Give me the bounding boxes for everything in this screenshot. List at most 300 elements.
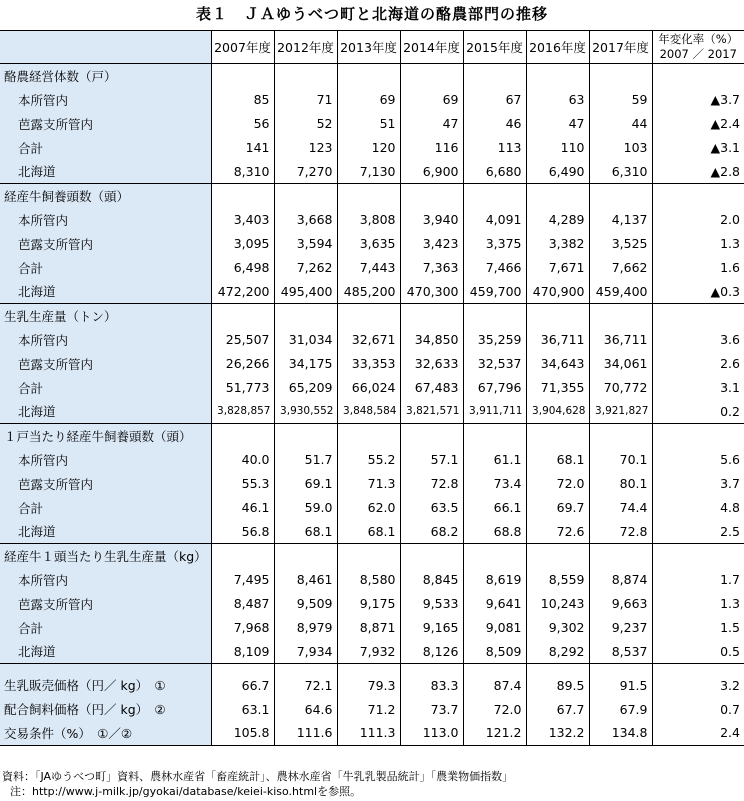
rate-cell: 2.0 bbox=[652, 208, 744, 232]
value-cell: 8,487 bbox=[211, 592, 274, 616]
value-cell: 79.3 bbox=[337, 673, 400, 697]
spacer-cell bbox=[652, 664, 744, 674]
value-cell: 9,237 bbox=[589, 616, 652, 640]
rate-header-line2: 2007 ／ 2017 bbox=[659, 47, 737, 61]
section-header-row bbox=[0, 544, 744, 568]
empty-cell bbox=[274, 184, 337, 208]
value-cell: 3,403 bbox=[211, 208, 274, 232]
rate-cell: 2.5 bbox=[652, 520, 744, 544]
row-label: 北海道 bbox=[0, 280, 211, 304]
empty-cell bbox=[337, 544, 400, 568]
rate-cell: 1.6 bbox=[652, 256, 744, 280]
empty-cell bbox=[463, 64, 526, 88]
rate-cell: ▲0.3 bbox=[652, 280, 744, 304]
value-cell: 59 bbox=[589, 88, 652, 112]
value-cell: 72.0 bbox=[526, 472, 589, 496]
empty-cell bbox=[589, 304, 652, 328]
row-label: 芭露支所管内 bbox=[0, 352, 211, 376]
value-cell: 34,643 bbox=[526, 352, 589, 376]
spacer-cell bbox=[337, 664, 400, 674]
value-cell: 71.3 bbox=[337, 472, 400, 496]
value-cell: 3,808 bbox=[337, 208, 400, 232]
empty-cell bbox=[211, 184, 274, 208]
value-cell: 66.7 bbox=[211, 673, 274, 697]
table-row bbox=[0, 160, 744, 184]
row-label: 芭露支所管内 bbox=[0, 472, 211, 496]
year-header: 2016年度 bbox=[526, 31, 589, 64]
value-cell: 66,024 bbox=[337, 376, 400, 400]
value-cell: 8,509 bbox=[463, 640, 526, 664]
empty-cell bbox=[652, 64, 744, 88]
rate-header-line1: 年変化率（%） bbox=[658, 32, 739, 46]
value-cell: 3,930,552 bbox=[274, 400, 337, 424]
value-cell: 121.2 bbox=[463, 721, 526, 745]
value-cell: 123 bbox=[274, 136, 337, 160]
value-cell: 4,091 bbox=[463, 208, 526, 232]
value-cell: 7,466 bbox=[463, 256, 526, 280]
empty-cell bbox=[274, 64, 337, 88]
value-cell: 51.7 bbox=[274, 448, 337, 472]
value-cell: 61.1 bbox=[463, 448, 526, 472]
table-row bbox=[0, 328, 744, 352]
row-label: 本所管内 bbox=[0, 208, 211, 232]
row-label: 合計 bbox=[0, 136, 211, 160]
row-label: 合計 bbox=[0, 256, 211, 280]
rate-cell: 3.7 bbox=[652, 472, 744, 496]
value-cell: 52 bbox=[274, 112, 337, 136]
value-cell: 7,932 bbox=[337, 640, 400, 664]
rate-cell: ▲3.7 bbox=[652, 88, 744, 112]
value-cell: 111.3 bbox=[337, 721, 400, 745]
value-cell: 4,289 bbox=[526, 208, 589, 232]
value-cell: 3,921,827 bbox=[589, 400, 652, 424]
row-label: 生乳販売価格（円／ kg） ① bbox=[0, 673, 211, 697]
value-cell: 69.1 bbox=[274, 472, 337, 496]
rate-cell: 1.3 bbox=[652, 592, 744, 616]
value-cell: 40.0 bbox=[211, 448, 274, 472]
value-cell: 7,443 bbox=[337, 256, 400, 280]
value-cell: 3,828,857 bbox=[211, 400, 274, 424]
value-cell: 57.1 bbox=[400, 448, 463, 472]
empty-cell bbox=[652, 424, 744, 448]
table-row bbox=[0, 496, 744, 520]
value-cell: 44 bbox=[589, 112, 652, 136]
table-row bbox=[0, 568, 744, 592]
value-cell: 459,700 bbox=[463, 280, 526, 304]
rate-cell: 3.6 bbox=[652, 328, 744, 352]
value-cell: 59.0 bbox=[274, 496, 337, 520]
empty-cell bbox=[211, 424, 274, 448]
value-cell: 63.1 bbox=[211, 697, 274, 721]
value-cell: 32,633 bbox=[400, 352, 463, 376]
value-cell: 8,845 bbox=[400, 568, 463, 592]
row-label: 合計 bbox=[0, 496, 211, 520]
value-cell: 8,292 bbox=[526, 640, 589, 664]
url-note: 注：http://www.j-milk.jp/gyokai/database/keiei-kiso.htmlを参照。 bbox=[10, 785, 362, 798]
row-label: 北海道 bbox=[0, 160, 211, 184]
value-cell: 6,498 bbox=[211, 256, 274, 280]
rate-cell: 4.8 bbox=[652, 496, 744, 520]
spacer-row bbox=[0, 664, 744, 674]
section-header-row bbox=[0, 184, 744, 208]
rate-cell: ▲2.8 bbox=[652, 160, 744, 184]
value-cell: 67,796 bbox=[463, 376, 526, 400]
rate-cell: 1.3 bbox=[652, 232, 744, 256]
value-cell: 3,668 bbox=[274, 208, 337, 232]
value-cell: 472,200 bbox=[211, 280, 274, 304]
value-cell: 110 bbox=[526, 136, 589, 160]
value-cell: 71 bbox=[274, 88, 337, 112]
table-row bbox=[0, 376, 744, 400]
value-cell: 6,310 bbox=[589, 160, 652, 184]
value-cell: 80.1 bbox=[589, 472, 652, 496]
value-cell: 70.1 bbox=[589, 448, 652, 472]
table-row bbox=[0, 592, 744, 616]
value-cell: 32,671 bbox=[337, 328, 400, 352]
value-cell: 113.0 bbox=[400, 721, 463, 745]
row-label: 芭露支所管内 bbox=[0, 592, 211, 616]
row-label: 北海道 bbox=[0, 400, 211, 424]
value-cell: 116 bbox=[400, 136, 463, 160]
value-cell: 87.4 bbox=[463, 673, 526, 697]
value-cell: 3,940 bbox=[400, 208, 463, 232]
value-cell: 72.8 bbox=[589, 520, 652, 544]
value-cell: 72.0 bbox=[463, 697, 526, 721]
value-cell: 26,266 bbox=[211, 352, 274, 376]
value-cell: 72.6 bbox=[526, 520, 589, 544]
rate-cell: ▲2.4 bbox=[652, 112, 744, 136]
value-cell: 7,495 bbox=[211, 568, 274, 592]
table-row bbox=[0, 88, 744, 112]
value-cell: 66.1 bbox=[463, 496, 526, 520]
value-cell: 3,904,628 bbox=[526, 400, 589, 424]
table-row bbox=[0, 352, 744, 376]
value-cell: 3,095 bbox=[211, 232, 274, 256]
value-cell: 65,209 bbox=[274, 376, 337, 400]
value-cell: 72.8 bbox=[400, 472, 463, 496]
spacer-cell bbox=[211, 664, 274, 674]
value-cell: 9,165 bbox=[400, 616, 463, 640]
table-row bbox=[0, 232, 744, 256]
source-note: 資料：「JAゆうべつ町」資料、農林水産省「畜産統計」、農林水産省「牛乳乳製品統計」「農業物価指数」 bbox=[2, 770, 514, 783]
value-cell: 10,243 bbox=[526, 592, 589, 616]
value-cell: 3,821,571 bbox=[400, 400, 463, 424]
value-cell: 47 bbox=[400, 112, 463, 136]
spacer-cell bbox=[589, 664, 652, 674]
value-cell: 73.4 bbox=[463, 472, 526, 496]
value-cell: 74.4 bbox=[589, 496, 652, 520]
value-cell: 36,711 bbox=[589, 328, 652, 352]
value-cell: 495,400 bbox=[274, 280, 337, 304]
empty-cell bbox=[337, 424, 400, 448]
value-cell: 69 bbox=[400, 88, 463, 112]
value-cell: 3,375 bbox=[463, 232, 526, 256]
rate-cell: 1.5 bbox=[652, 616, 744, 640]
empty-cell bbox=[400, 424, 463, 448]
empty-cell bbox=[400, 184, 463, 208]
value-cell: 36,711 bbox=[526, 328, 589, 352]
empty-cell bbox=[589, 64, 652, 88]
value-cell: 7,662 bbox=[589, 256, 652, 280]
empty-cell bbox=[337, 64, 400, 88]
value-cell: 8,979 bbox=[274, 616, 337, 640]
spacer-cell bbox=[463, 664, 526, 674]
year-header: 2017年度 bbox=[589, 31, 652, 64]
table-row bbox=[0, 136, 744, 160]
table-row bbox=[0, 280, 744, 304]
value-cell: 55.3 bbox=[211, 472, 274, 496]
row-label: 本所管内 bbox=[0, 448, 211, 472]
empty-cell bbox=[400, 64, 463, 88]
value-cell: 7,671 bbox=[526, 256, 589, 280]
section-header-row bbox=[0, 304, 744, 328]
value-cell: 70,772 bbox=[589, 376, 652, 400]
empty-cell bbox=[463, 184, 526, 208]
empty-cell bbox=[589, 184, 652, 208]
value-cell: 47 bbox=[526, 112, 589, 136]
empty-cell bbox=[526, 64, 589, 88]
value-cell: 7,363 bbox=[400, 256, 463, 280]
price-row bbox=[0, 673, 744, 697]
year-header: 2012年度 bbox=[274, 31, 337, 64]
value-cell: 46 bbox=[463, 112, 526, 136]
value-cell: 67,483 bbox=[400, 376, 463, 400]
value-cell: 7,130 bbox=[337, 160, 400, 184]
section-label: 酪農経営体数（戸） bbox=[0, 64, 211, 88]
value-cell: 7,270 bbox=[274, 160, 337, 184]
row-label: 北海道 bbox=[0, 640, 211, 664]
table-row bbox=[0, 448, 744, 472]
table-row bbox=[0, 208, 744, 232]
value-cell: 9,302 bbox=[526, 616, 589, 640]
value-cell: 4,137 bbox=[589, 208, 652, 232]
empty-cell bbox=[211, 304, 274, 328]
value-cell: 470,900 bbox=[526, 280, 589, 304]
year-header: 2014年度 bbox=[400, 31, 463, 64]
rate-cell: 3.2 bbox=[652, 673, 744, 697]
value-cell: 105.8 bbox=[211, 721, 274, 745]
section-header-row bbox=[0, 424, 744, 448]
rate-cell: 0.5 bbox=[652, 640, 744, 664]
value-cell: 8,871 bbox=[337, 616, 400, 640]
value-cell: 8,126 bbox=[400, 640, 463, 664]
value-cell: 3,423 bbox=[400, 232, 463, 256]
value-cell: 73.7 bbox=[400, 697, 463, 721]
value-cell: 68.8 bbox=[463, 520, 526, 544]
value-cell: 69 bbox=[337, 88, 400, 112]
value-cell: 485,200 bbox=[337, 280, 400, 304]
value-cell: 91.5 bbox=[589, 673, 652, 697]
value-cell: 9,663 bbox=[589, 592, 652, 616]
value-cell: 25,507 bbox=[211, 328, 274, 352]
value-cell: 9,641 bbox=[463, 592, 526, 616]
empty-cell bbox=[400, 544, 463, 568]
value-cell: 83.3 bbox=[400, 673, 463, 697]
section-header-row bbox=[0, 64, 744, 88]
value-cell: 8,537 bbox=[589, 640, 652, 664]
value-cell: 8,619 bbox=[463, 568, 526, 592]
value-cell: 71.2 bbox=[337, 697, 400, 721]
value-cell: 8,559 bbox=[526, 568, 589, 592]
row-label: 交易条件（%） ①／② bbox=[0, 721, 211, 745]
value-cell: 68.1 bbox=[337, 520, 400, 544]
value-cell: 111.6 bbox=[274, 721, 337, 745]
empty-cell bbox=[211, 64, 274, 88]
table-body bbox=[0, 64, 744, 746]
empty-cell bbox=[463, 304, 526, 328]
value-cell: 6,680 bbox=[463, 160, 526, 184]
row-label: 本所管内 bbox=[0, 568, 211, 592]
table-row bbox=[0, 256, 744, 280]
value-cell: 56 bbox=[211, 112, 274, 136]
table-row bbox=[0, 472, 744, 496]
rate-header bbox=[652, 31, 744, 64]
empty-cell bbox=[526, 424, 589, 448]
value-cell: 7,968 bbox=[211, 616, 274, 640]
value-cell: 55.2 bbox=[337, 448, 400, 472]
empty-cell bbox=[337, 304, 400, 328]
value-cell: 3,848,584 bbox=[337, 400, 400, 424]
value-cell: 9,175 bbox=[337, 592, 400, 616]
table-row bbox=[0, 520, 744, 544]
rate-cell: 5.6 bbox=[652, 448, 744, 472]
value-cell: 3,382 bbox=[526, 232, 589, 256]
empty-cell bbox=[274, 304, 337, 328]
value-cell: 3,635 bbox=[337, 232, 400, 256]
value-cell: 113 bbox=[463, 136, 526, 160]
row-label: 合計 bbox=[0, 616, 211, 640]
value-cell: 56.8 bbox=[211, 520, 274, 544]
value-cell: 3,525 bbox=[589, 232, 652, 256]
value-cell: 34,175 bbox=[274, 352, 337, 376]
empty-cell bbox=[589, 424, 652, 448]
empty-cell bbox=[211, 544, 274, 568]
empty-cell bbox=[526, 304, 589, 328]
table-title: 表１ ＪＡゆうべつ町と北海道の酪農部門の推移 bbox=[195, 5, 548, 23]
value-cell: 7,934 bbox=[274, 640, 337, 664]
table-row bbox=[0, 400, 744, 424]
empty-cell bbox=[652, 184, 744, 208]
value-cell: 51 bbox=[337, 112, 400, 136]
rate-cell: 2.6 bbox=[652, 352, 744, 376]
spacer-cell bbox=[526, 664, 589, 674]
value-cell: 6,490 bbox=[526, 160, 589, 184]
value-cell: 8,310 bbox=[211, 160, 274, 184]
value-cell: 3,911,711 bbox=[463, 400, 526, 424]
value-cell: 9,533 bbox=[400, 592, 463, 616]
footnotes bbox=[0, 769, 744, 799]
value-cell: 67 bbox=[463, 88, 526, 112]
empty-cell bbox=[652, 544, 744, 568]
year-header: 2007年度 bbox=[211, 31, 274, 64]
value-cell: 103 bbox=[589, 136, 652, 160]
empty-cell bbox=[400, 304, 463, 328]
value-cell: 64.6 bbox=[274, 697, 337, 721]
spacer-cell bbox=[400, 664, 463, 674]
empty-cell bbox=[652, 304, 744, 328]
empty-cell bbox=[463, 424, 526, 448]
section-label: 経産牛１頭当たり生乳生産量（kg） bbox=[0, 544, 211, 568]
value-cell: 46.1 bbox=[211, 496, 274, 520]
empty-cell bbox=[274, 544, 337, 568]
table-row bbox=[0, 112, 744, 136]
value-cell: 459,400 bbox=[589, 280, 652, 304]
section-label: １戸当たり経産牛飼養頭数（頭） bbox=[0, 424, 211, 448]
value-cell: 72.1 bbox=[274, 673, 337, 697]
value-cell: 67.9 bbox=[589, 697, 652, 721]
empty-cell bbox=[337, 184, 400, 208]
row-label: 北海道 bbox=[0, 520, 211, 544]
value-cell: 134.8 bbox=[589, 721, 652, 745]
row-label: 芭露支所管内 bbox=[0, 112, 211, 136]
year-header: 2013年度 bbox=[337, 31, 400, 64]
row-label: 配合飼料価格（円／ kg） ② bbox=[0, 697, 211, 721]
value-cell: 34,061 bbox=[589, 352, 652, 376]
header-blank-cell bbox=[0, 31, 211, 64]
value-cell: 9,081 bbox=[463, 616, 526, 640]
price-row bbox=[0, 697, 744, 721]
row-label: 芭露支所管内 bbox=[0, 232, 211, 256]
value-cell: 85 bbox=[211, 88, 274, 112]
value-cell: 69.7 bbox=[526, 496, 589, 520]
rate-cell: 0.7 bbox=[652, 697, 744, 721]
row-label: 合計 bbox=[0, 376, 211, 400]
table-row bbox=[0, 640, 744, 664]
price-row bbox=[0, 721, 744, 745]
value-cell: 32,537 bbox=[463, 352, 526, 376]
empty-cell bbox=[526, 184, 589, 208]
section-label: 経産牛飼養頭数（頭） bbox=[0, 184, 211, 208]
empty-cell bbox=[274, 424, 337, 448]
value-cell: 67.7 bbox=[526, 697, 589, 721]
value-cell: 8,874 bbox=[589, 568, 652, 592]
value-cell: 33,353 bbox=[337, 352, 400, 376]
value-cell: 68.1 bbox=[274, 520, 337, 544]
value-cell: 8,580 bbox=[337, 568, 400, 592]
value-cell: 3,594 bbox=[274, 232, 337, 256]
rate-cell: ▲3.1 bbox=[652, 136, 744, 160]
empty-cell bbox=[526, 544, 589, 568]
value-cell: 8,109 bbox=[211, 640, 274, 664]
spacer-cell bbox=[274, 664, 337, 674]
value-cell: 68.2 bbox=[400, 520, 463, 544]
header-row bbox=[0, 31, 744, 64]
value-cell: 31,034 bbox=[274, 328, 337, 352]
empty-cell bbox=[589, 544, 652, 568]
rate-cell: 2.4 bbox=[652, 721, 744, 745]
value-cell: 71,355 bbox=[526, 376, 589, 400]
empty-cell bbox=[463, 544, 526, 568]
year-header: 2015年度 bbox=[463, 31, 526, 64]
value-cell: 8,461 bbox=[274, 568, 337, 592]
value-cell: 51,773 bbox=[211, 376, 274, 400]
value-cell: 6,900 bbox=[400, 160, 463, 184]
value-cell: 132.2 bbox=[526, 721, 589, 745]
row-label: 本所管内 bbox=[0, 328, 211, 352]
value-cell: 34,850 bbox=[400, 328, 463, 352]
rate-cell: 1.7 bbox=[652, 568, 744, 592]
value-cell: 63.5 bbox=[400, 496, 463, 520]
value-cell: 141 bbox=[211, 136, 274, 160]
row-label: 本所管内 bbox=[0, 88, 211, 112]
value-cell: 7,262 bbox=[274, 256, 337, 280]
dairy-table bbox=[0, 30, 744, 746]
value-cell: 9,509 bbox=[274, 592, 337, 616]
table-row bbox=[0, 616, 744, 640]
value-cell: 470,300 bbox=[400, 280, 463, 304]
section-label: 生乳生産量（トン） bbox=[0, 304, 211, 328]
rate-cell: 0.2 bbox=[652, 400, 744, 424]
